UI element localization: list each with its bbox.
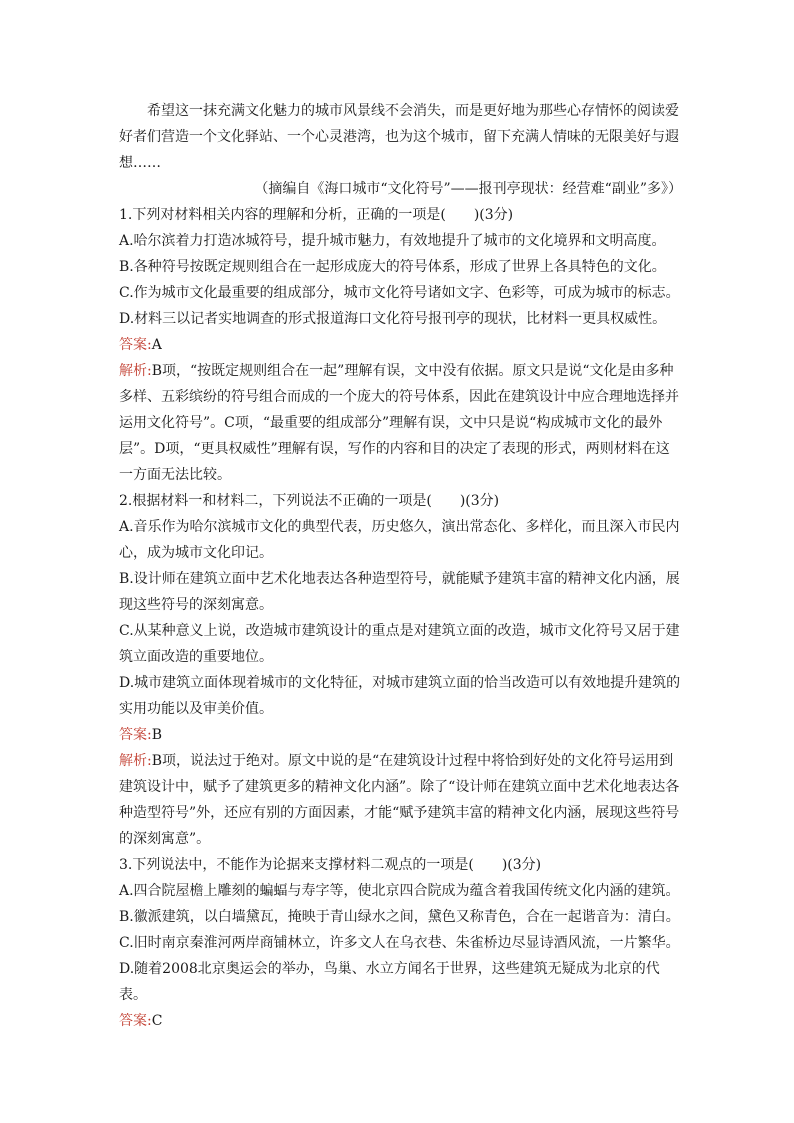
question-3-option-b: B.徽派建筑，以白墙黛瓦，掩映于青山绿水之间，黛色又称青色，合在一起谐音为：清白。 (119, 909, 680, 925)
question-3-option-c: C.旧时南京秦淮河两岸商铺林立，许多文人在乌衣巷、朱雀桥边尽显诗酒风流，一片繁华。 (119, 935, 680, 951)
question-2-answer (119, 722, 682, 748)
question-2-option-c: C.从某种意义上说，改造城市建筑设计的重点是对建筑立面的改造，城市文化符号又居于建筑立面改造的重要地位。 (119, 623, 680, 665)
answer-label: 答案: (119, 727, 152, 743)
question-3-option-a: A.四合院屋檐上雕刻的蝙蝠与寿字等，使北京四合院成为蕴含着我国传统文化内涵的建筑。 (119, 883, 680, 899)
source-citation: （摘编自《海口城市“文化符号”——报刊亭现状：经营难“副业”多》） (254, 181, 682, 197)
answer-value: B (151, 727, 163, 743)
document-page (119, 98, 682, 1034)
question-2-option-d: D.城市建筑立面体现着城市的文化特征，对城市建筑立面的恰当改造可以有效地提升建筑的实用功能以及审美价值。 (119, 675, 681, 717)
question-1-option-d: D.材料三以记者实地调查的形式报道海口文化符号报刊亭的现状，比材料一更具权威性。 (119, 311, 667, 327)
intro-paragraph: 希望这一抹充满文化魅力的城市风景线不会消失，而是更好地为那些心存情怀的阅读爱好者们营造一个文化驿站、一个心灵港湾，也为这个城市，留下充满人情味的无限美好与遐想…… (119, 103, 679, 171)
answer-value: C (151, 1013, 163, 1029)
question-3-stem: 3.下列说法中，不能作为论据来支撑材料二观点的一项是( )(3分) (119, 857, 542, 873)
analysis-text: B项，“按既定规则组合在一起”理解有误，文中没有依据。原文只是说“文化是由多种多样、五彩缤纷的符号组合而成的一个庞大的符号体系，因此在建筑设计中应合理地选择并运用文化符号”。C项，“最重要的组成部分”理解有误，文中只是说“构成城市文化的最外层”。D项，“更具权威性”理解有误，写作的内容和目的决定了表现的形式，两则材料在这一方面无法比较。 (119, 363, 679, 483)
answer-value: A (151, 337, 162, 353)
question-2-option-a: A.音乐作为哈尔滨城市文化的典型代表，历史悠久，演出常态化、多样化，而且深入市民内心，成为城市文化印记。 (119, 519, 680, 561)
question-2-stem: 2.根据材料一和材料二，下列说法不正确的一项是( )(3分) (119, 493, 500, 509)
analysis-label: 解析: (119, 363, 152, 379)
question-1-option-a: A.哈尔滨着力打造冰城符号，提升城市魅力，有效地提升了城市的文化境界和文明高度。 (119, 233, 666, 249)
question-2-option-b: B.设计师在建筑立面中艺术化地表达各种造型符号，就能赋予建筑丰富的精神文化内涵，展现这些符号的深刻寓意。 (119, 571, 680, 613)
question-1-option-c: C.作为城市文化最重要的组成部分，城市文化符号诸如文字、色彩等，可成为城市的标志。 (119, 285, 680, 301)
answer-label: 答案: (119, 1013, 152, 1029)
analysis-text: B项，说法过于绝对。原文中说的是“在建筑设计过程中将恰到好处的文化符号运用到建筑设计中，赋予了建筑更多的精神文化内涵”。除了“设计师在建筑立面中艺术化地表达各种造型符号”外，还应有别的方面因素，才能“赋予建筑丰富的精神文化内涵，展现这些符号的深刻寓意”。 (119, 753, 680, 847)
question-1-option-b: B.各种符号按既定规则组合在一起形成庞大的符号体系，形成了世界上各具特色的文化。 (119, 259, 666, 275)
answer-label: 答案: (119, 337, 152, 353)
question-1-answer (119, 332, 682, 358)
analysis-label: 解析: (119, 753, 152, 769)
question-2-analysis (119, 748, 682, 852)
question-3-option-d: D.随着2008北京奥运会的举办，鸟巢、水立方闻名于世界，这些建筑无疑成为北京的代表。 (119, 961, 660, 1003)
question-1-stem: 1.下列对材料相关内容的理解和分析，正确的一项是( )(3分) (119, 207, 514, 223)
question-3-answer (119, 1008, 682, 1034)
question-1-analysis (119, 358, 682, 488)
